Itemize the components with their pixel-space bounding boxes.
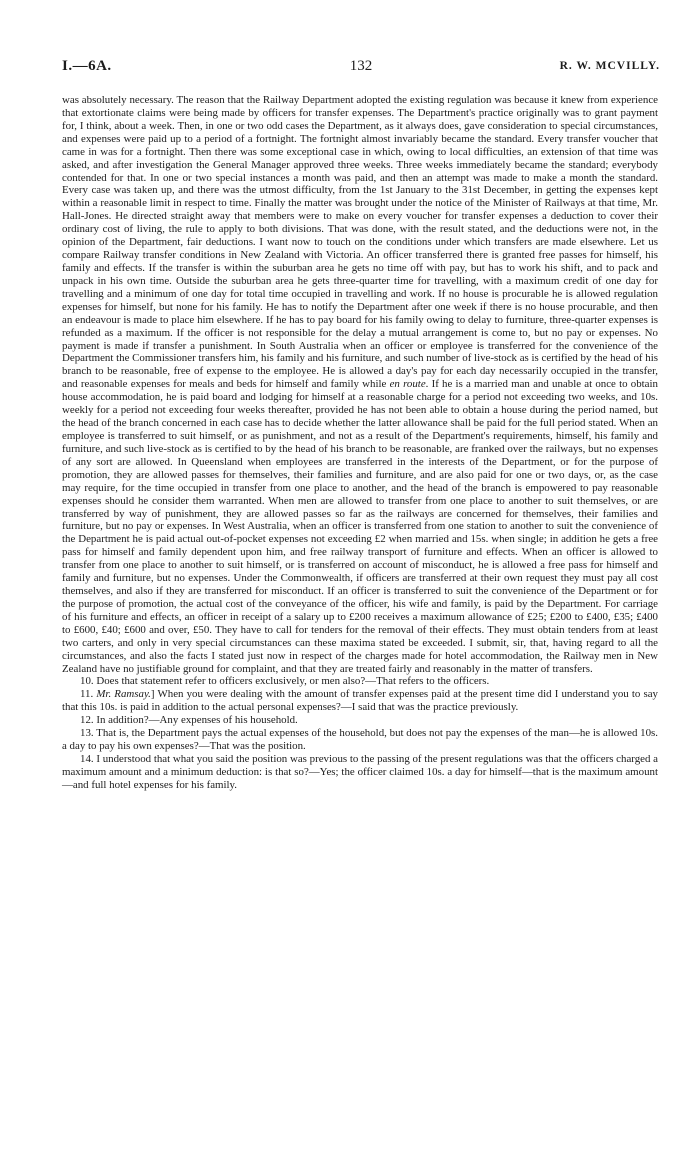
statement-paragraph [62,94,658,675]
document-body [62,94,658,792]
question-10: 10. Does that statement refer to officers exclusively, or men also?—That refers to the officers. [80,675,490,688]
witness-name: R. W. MCVILLY. [559,60,660,72]
question-text: ] When you were dealing with the amount of transfer expenses paid at the present time did I understand you to say that this 10s. is paid in addition to the actual personal expenses?—I said that was the practice previously. [62,688,658,714]
question-number: 11. [80,688,97,701]
question-12: 12. In addition?—Any expenses of his household. [80,714,298,727]
paragraph-text: . If he is a married man and unable at once to obtain house accommodation, he is paid board and lodging for himself at a reasonable charge for a period not exceeding two weeks, and 10s. weekly for a period not exceeding four weeks thereafter, provided he has not been able to obtain a house during the period named, but the head of the branch concerned in each case has to decide whether the latter allowance shall be paid for the full period stated. When an employee is transferred to suit himself, or as punishment, and not as a result of the Department's requirements, himself, his family and furniture, and such live-stock as is certified to by the head of his branch to be reasonable, are franked over the railways, but no expenses of any sort are allowed. In Queensland when employees are transferred in the interests of the Department, or for the purpose of promotion, they are allowed passes for themselves, their families and furniture, and are also paid for one or two days, or, as the case may require, for the time occupied in transfer from one place to another, and the head of the branch is empowered to pay reasonable expenses should he consider them warranted. When men are allowed to transfer from one place to another to suit themselves, or are transferred by way of punishment, they are allowed passes so far as the railways are concerned for themselves, their families and furniture, but no pay or expenses. In West Australia, when an officer is transferred from one station to another to suit the convenience of the Department he is paid actual out-of-pocket expenses not exceeding £2 when married and 15s. when single; in addition he gets a free pass for himself and family dependent upon him, and free railway transport of furniture and effects. When an officer is allowed to transfer from one place to another to suit himself, or is transferred on account of misconduct, he is allowed a free pass for himself and family and furniture, but no expenses. Under the Commonwealth, if officers are transferred at their own request they must pay all cost themselves, and also if they are transferred for misconduct. If an officer is transferred to suit the convenience of the Department or for the purpose of promotion, the actual cost of the conveyance of the officer, his wife and family, is paid by the Department. For carriage of his furniture and effects, an officer in receipt of a salary up to £200 receives a maximum allowance of £25; £200 to £400, £35; £400 to £600, £40; £600 and over, £50. They have to call for tenders for the removal of their effects. They must obtain tenders from at least two carters, and only in very special circumstances can these maxima stated be exceeded. I submit, sir, that, having regard to all the circumstances, and also the facts I stated just now in respect of the charges made for hotel accommodation, the Railway men in New Zealand have no justifiable ground for complaint, and that they are treated fairly and reasonably in the matter of transfers. [62,378,658,675]
question-13: 13. That is, the Department pays the actual expenses of the household, but does not pay the expenses of the man—he is allowed 10s. a day to pay his own expenses?—That was the position. [62,727,658,753]
page-header [62,58,660,78]
page-number: 132 [349,58,373,74]
speaker-name: Mr. Ramsay. [96,688,151,701]
question-14: 14. I understood that what you said the position was previous to the passing of the present regulations was that the officers charged a maximum amount and a minimum deduction: is that so?—Yes; the officer claimed 10s. a day for himself—that is the maximum amount—and full hotel expenses for his family. [62,753,658,791]
italic-phrase: en route [389,378,426,391]
document-reference: I.—6A. [62,58,112,74]
question-11 [62,688,658,714]
paragraph-text: was absolutely necessary. The reason that the Railway Department adopted the existing regulation was because it knew from experience that extortionate claims were being made by officers for transfer expenses. The Department's practice originally was to grant payment for, I think, about a week. Then, in one or two odd cases the Department, as it always does, gave consideration to special circumstances, and expenses were paid up to a period of a fortnight. The fortnight almost invariably became the standard. Every transfer voucher that came in was for a fortnight. Then there was some exceptional case in which, owing to local difficulties, an extension of that time was asked, and after investigation the General Manager approved three weeks. Three weeks immediately became the standard; everybody contended for that. In one or two special instances a month was paid, and then an attempt was made to make a month the standard. Every case was taken up, and there was the utmost difficulty, from the 1st January to the 31st December, in getting the expenses kept within a reasonable limit in respect to time. Finally the matter was brought under the notice of the Minister of Railways at that time, Mr. Hall-Jones. He directed straight away that members were to make on every voucher for transfer expenses a deduction to cover their ordinary cost of living, the rule to apply to both divisions. That was done, with the result stated, and the deductions were not, in the opinion of the Department, fair deductions. I want now to touch on the conditions under which transfers are made elsewhere. Let us compare Railway transfer conditions in New Zealand with Victoria. An officer transferred there is granted free passes for himself, his family and effects. If the transfer is within the suburban area he gets no time off with pay, but has to work his shift, and to pack and unpack in his own time. Outside the suburban area he gets three-quarter time for travelling, with a maximum credit of one day for travelling and a minimum of one day for total time occupied in travelling and work. If no house is procurable he is allowed regulation expenses for himself, but none for his family. He has to notify the Department after one week if there is no house procurable, and then an endeavour is made to place him elsewhere. If he has to pay board for his family owing to delay to furniture, three-quarter expenses is refunded as a maximum. If the officer is not responsible for the delay a mutual arrangement is come to, but no pay or expenses. No payment is made if transfer a punishment. In South Australia when an officer or employee is transferred for the convenience of the Department the Commissioner transfers him, his family and his furniture, and such number of live-stock as is certified by the head of his branch to be reasonable, free of expense to the employee. He is allowed a day's pay for each day necessarily occupied in the transfer, and reasonable expenses for meals and beds for himself and family while [62,94,658,391]
